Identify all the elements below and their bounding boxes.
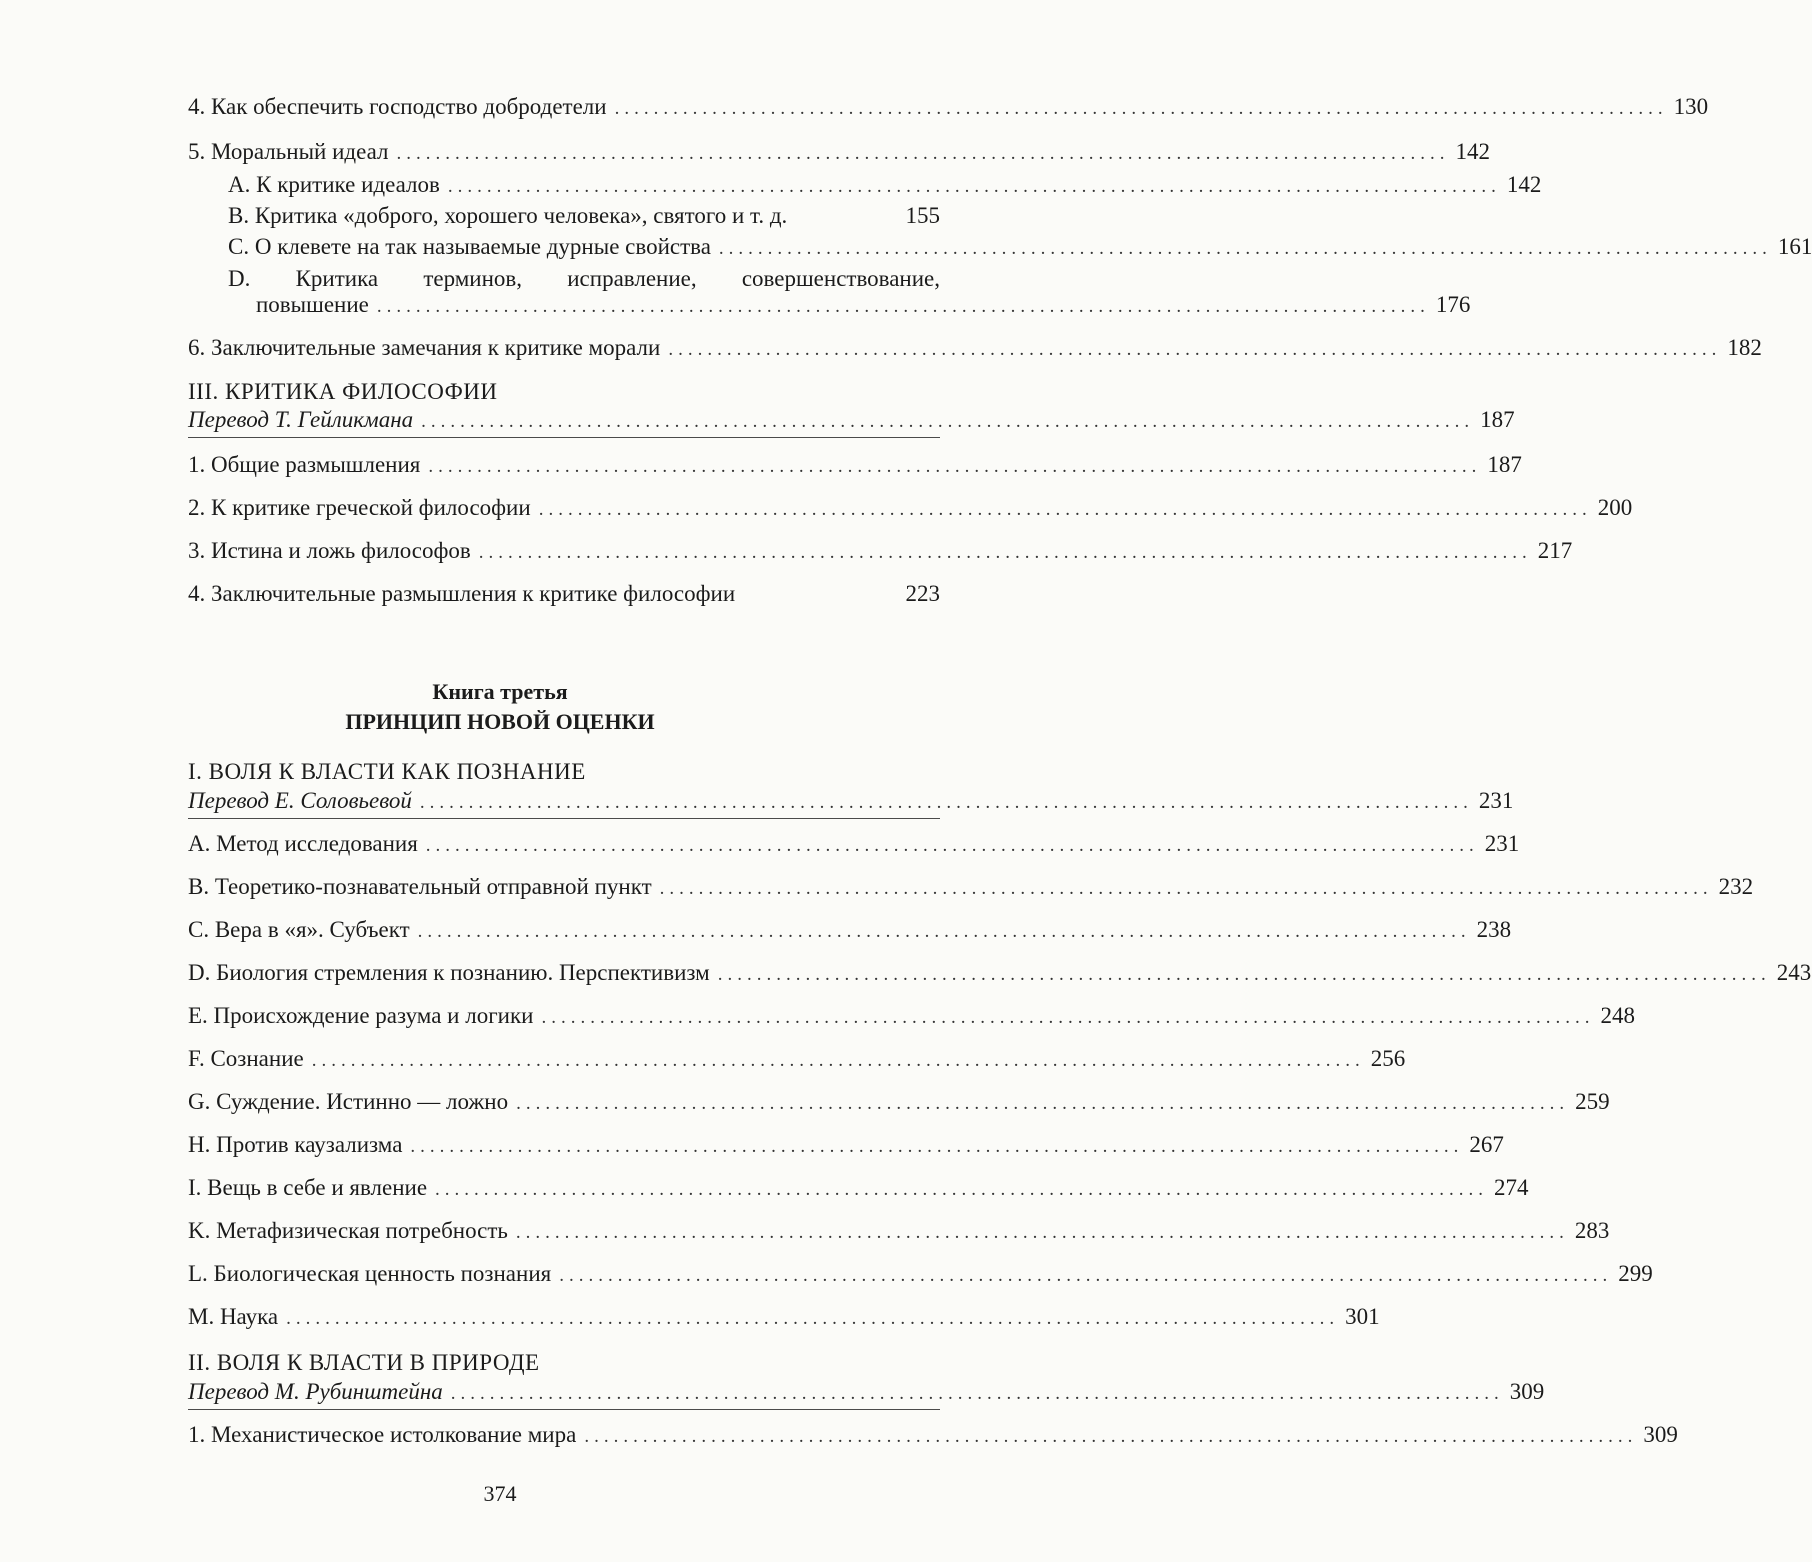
leader-dots: ............................................................................................................: [538, 499, 1592, 520]
leader-dots: ............................................................................................................: [584, 1426, 1638, 1447]
leader-dots: ............................................................................................................: [421, 411, 1475, 432]
toc-entry: I. Вещь в себе и явление ............................................................................................................ 274: [188, 1173, 940, 1205]
leader-dots: ............................................................................................................: [516, 1093, 1570, 1114]
leader-dots: [791, 203, 901, 233]
toc-subentry: B. Критика «доброго, хорошего человека», святого и т. д. 155: [228, 201, 940, 233]
translator-entry: Перевод М. Рубинштейна ............................................................................................................ 309: [188, 1377, 940, 1409]
leader-dots: ............................................................................................................: [668, 339, 1722, 360]
leader-dots: ............................................................................................................: [718, 238, 1772, 259]
translator-entry: Перевод Т. Гейликмана ............................................................................................................ 187: [188, 405, 940, 437]
toc-entry: 5. Моральный идеал ............................................................................................................ 142: [188, 137, 940, 169]
leader-dots: ............................................................................................................: [286, 1308, 1340, 1329]
toc-entry: 3. Истина и ложь философов ............................................................................................................ 217: [188, 536, 940, 568]
leader-dots: ............................................................................................................: [376, 296, 1430, 317]
toc-subentry-first-line: D. Критика терминов, исправление, совершенствование,: [228, 266, 940, 291]
toc-entry: D. Биология стремления к познанию. Перспективизм ............................................................................................................ 243: [188, 958, 940, 990]
toc-entry: H. Против каузализма ............................................................................................................ 267: [188, 1130, 940, 1162]
book-title: Книга третья: [432, 679, 568, 704]
divider: [188, 437, 940, 438]
leader-dots: ............................................................................................................: [419, 792, 1473, 813]
toc-entry: 6. Заключительные замечания к критике морали ............................................................................................................ 182: [188, 333, 940, 365]
leader-dots: ............................................................................................................: [417, 921, 1471, 942]
section-title: II. ВОЛЯ К ВЛАСТИ В ПРИРОДЕ: [188, 1350, 540, 1375]
book-subtitle: ПРИНЦИП НОВОЙ ОЦЕНКИ: [345, 709, 655, 734]
toc-entry: 4. Заключительные размышления к критике философии 223: [188, 579, 940, 611]
leader-dots: ............................................................................................................: [447, 176, 1501, 197]
toc-subentry: повышение ............................................................................................................ 176: [228, 290, 940, 322]
toc-entry: 1. Механистическое истолкование мира ............................................................................................................ 309: [188, 1420, 940, 1452]
leader-dots: ............................................................................................................: [478, 542, 1532, 563]
leader-dots: ............................................................................................................: [541, 1007, 1595, 1028]
leader-dots: ............................................................................................................: [614, 98, 1668, 119]
leader-dots: ............................................................................................................: [659, 878, 1713, 899]
leader-dots: [739, 581, 901, 611]
toc-entry: C. Вера в «я». Субъект ............................................................................................................ 238: [188, 915, 940, 947]
toc-entry: 4. Как обеспечить господство добродетели ............................................................................................................ 130: [188, 92, 940, 124]
translator-entry: Перевод Е. Соловьевой ............................................................................................................ 231: [188, 786, 940, 818]
divider: [188, 818, 940, 819]
leader-dots: ............................................................................................................: [425, 835, 1479, 856]
toc-entry: A. Метод исследования ............................................................................................................ 231: [188, 829, 940, 861]
leader-dots: ............................................................................................................: [428, 456, 1482, 477]
leader-dots: ............................................................................................................: [410, 1136, 1464, 1157]
section-title: I. ВОЛЯ К ВЛАСТИ КАК ПОЗНАНИЕ: [188, 759, 586, 784]
leader-dots: ............................................................................................................: [515, 1222, 1569, 1243]
leader-dots: ............................................................................................................: [717, 964, 1771, 985]
leader-dots: ............................................................................................................: [435, 1179, 1489, 1200]
toc-entry: M. Наука ............................................................................................................ 301: [188, 1302, 940, 1334]
toc-subentry: C. О клевете на так называемые дурные свойства ............................................................................................................ 161: [228, 232, 940, 264]
leader-dots: ............................................................................................................: [396, 143, 1450, 164]
toc-entry: K. Метафизическая потребность ............................................................................................................ 283: [188, 1216, 940, 1248]
leader-dots: ............................................................................................................: [559, 1265, 1613, 1286]
section-title: III. КРИТИКА ФИЛОСОФИИ: [188, 379, 498, 404]
toc-entry: 2. К критике греческой философии ............................................................................................................ 200: [188, 493, 940, 525]
toc-entry: 1. Общие размышления ............................................................................................................ 187: [188, 450, 940, 482]
toc-entry: F. Сознание ............................................................................................................ 256: [188, 1044, 940, 1076]
leader-dots: ............................................................................................................: [450, 1383, 1504, 1404]
page-number: 374: [483, 1481, 517, 1506]
toc-entry: E. Происхождение разума и логики ............................................................................................................ 248: [188, 1001, 940, 1033]
toc-subentry: A. К критике идеалов ............................................................................................................ 142: [228, 170, 940, 202]
toc-entry: G. Суждение. Истинно — ложно ............................................................................................................ 259: [188, 1087, 940, 1119]
divider: [188, 1409, 940, 1410]
toc-entry: L. Биологическая ценность познания ............................................................................................................ 299: [188, 1259, 940, 1291]
toc-entry: B. Теоретико-познавательный отправной пункт ............................................................................................................ 232: [188, 872, 940, 904]
leader-dots: ............................................................................................................: [311, 1050, 1365, 1071]
